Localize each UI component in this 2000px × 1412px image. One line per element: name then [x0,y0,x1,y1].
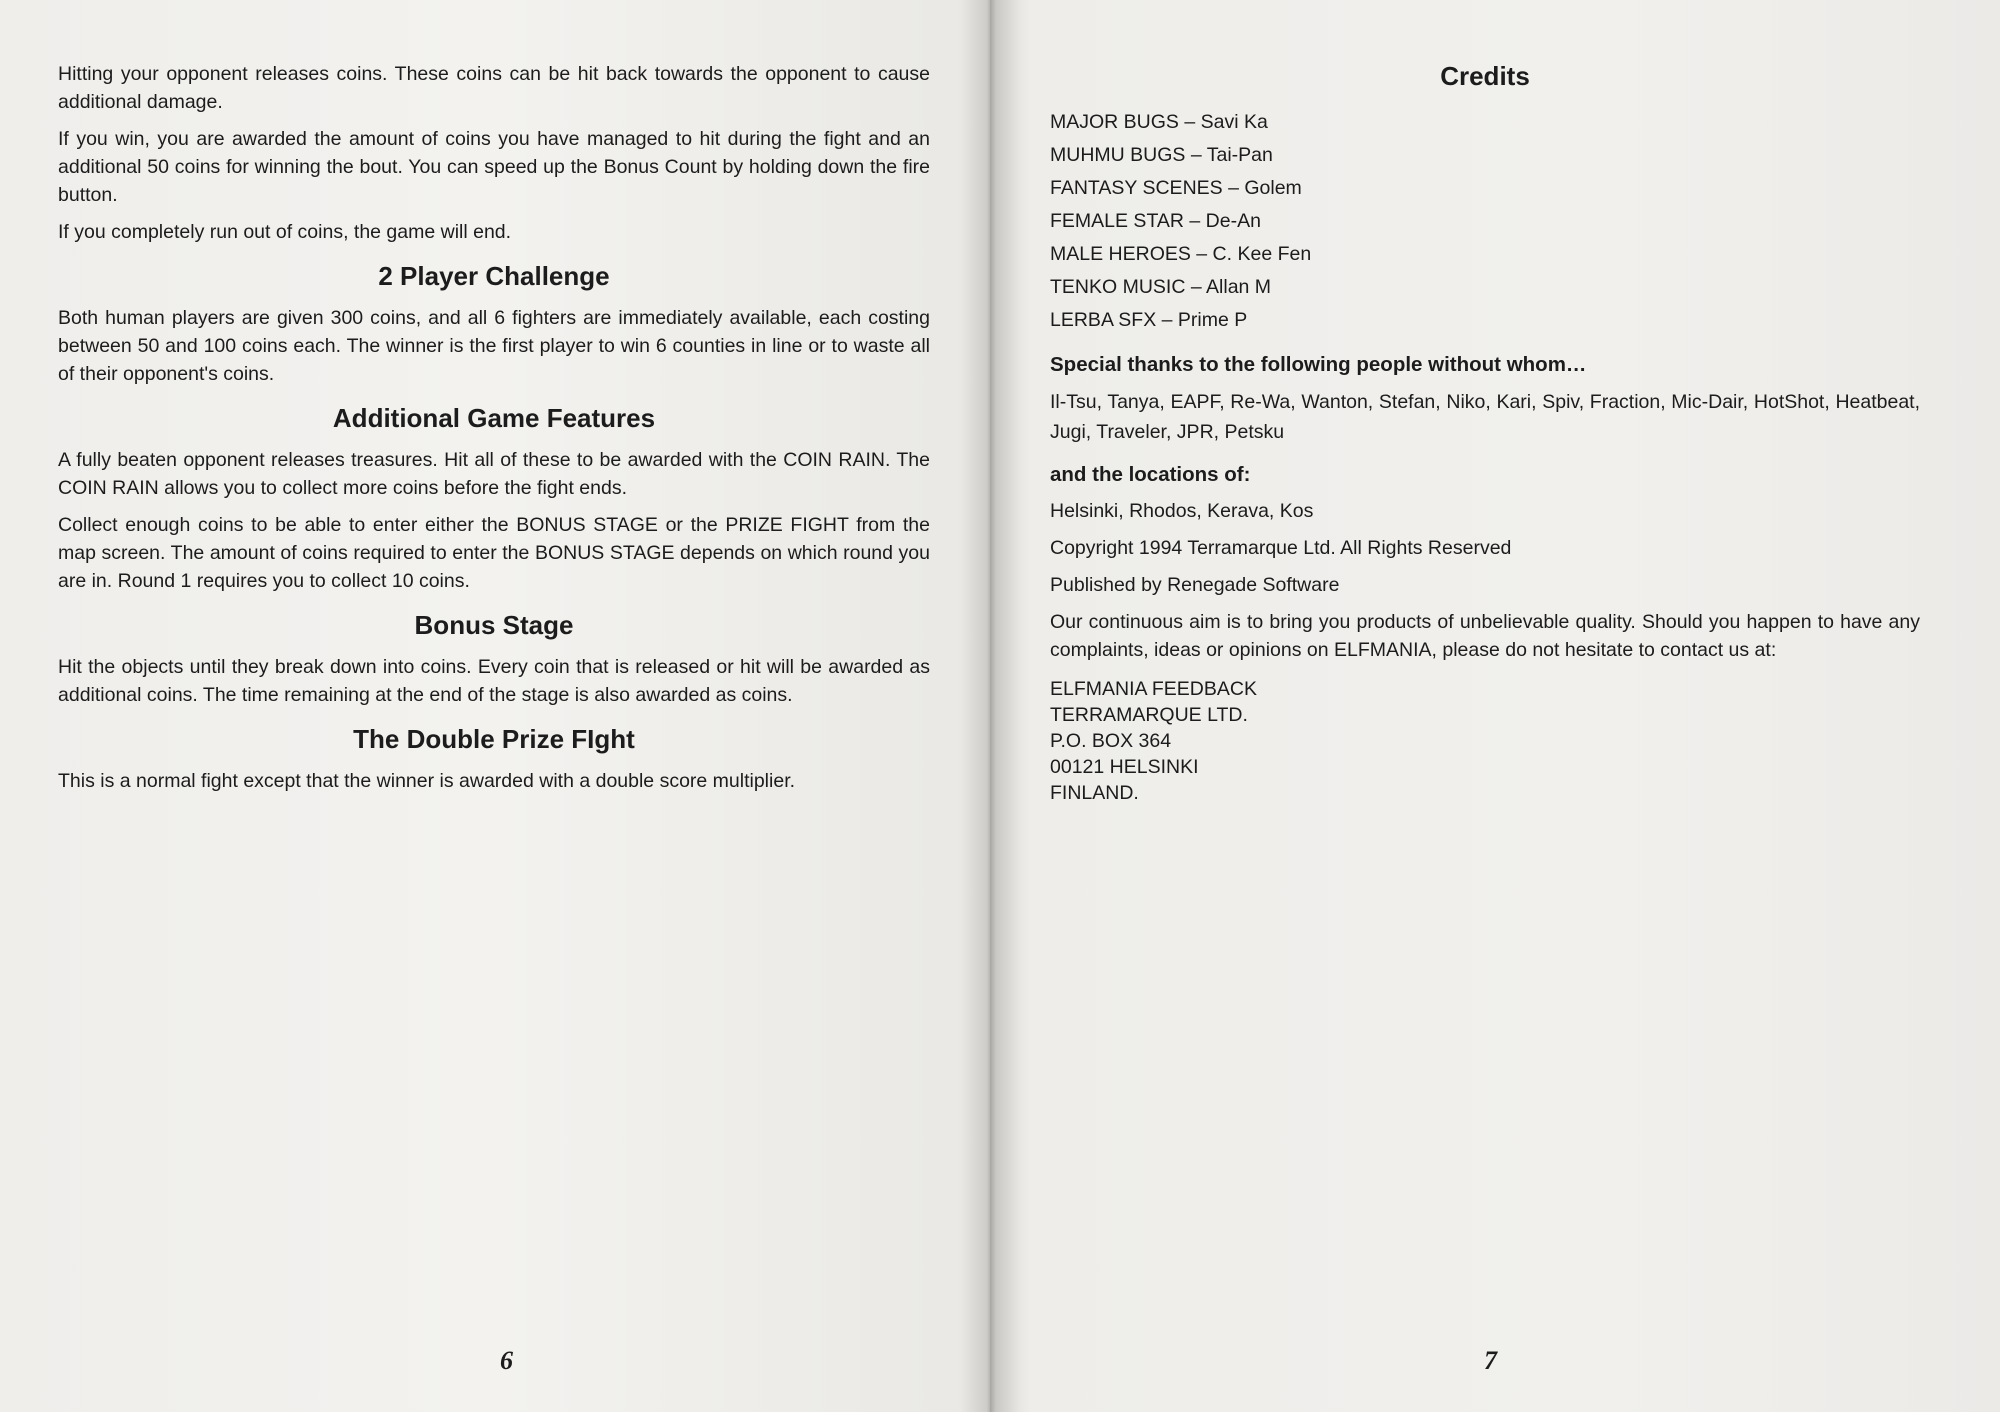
page-right [990,0,2000,1412]
special-thanks-heading: Special thanks to the following people without whom… [1050,353,1587,376]
feedback-paragraph: Our continuous aim is to bring you products of unbelievable quality. Should you happen to have any complaints, ideas or opinions on ELFMANIA, please do not hesitate to contact us at: [1050,611,1920,661]
page-right-content [1050,60,1920,806]
credit-line: MAJOR BUGS – Savi Ka [1050,111,1268,133]
credit-line: FEMALE STAR – De-An [1050,210,1261,232]
address-line: P.O. BOX 364 [1050,730,1172,752]
credit-line: MALE HEROES – C. Kee Fen [1050,243,1312,265]
heading-additional-features: Additional Game Features [332,403,656,433]
special-thanks-names: Il-Tsu, Tanya, EAPF, Re-Wa, Wanton, Stefan, Niko, Kari, Spiv, Fraction, Mic-Dair, HotShot, Heatbeat, Jugi, Traveler, JPR, Petsku [1050,391,1920,443]
body-2-player-challenge: Both human players are given 300 coins, and all 6 fighters are immediately available, each costing between 50 and 100 coins each. The winner is the first player to win 6 counties in line or to waste all of their opponent's coins. [58,307,930,385]
locations-list: Helsinki, Rhodos, Kerava, Kos [1050,500,1314,522]
page-left-content [58,60,930,804]
heading-bonus-stage: Bonus Stage [414,610,574,640]
body-additional-features-2: Collect enough coins to be able to enter either the BONUS STAGE or the PRIZE FIGHT from the map screen. The amount of coins required to enter the BONUS STAGE depends on which round you are in. Round 1 requires you to collect 10 coins. [58,514,930,592]
credit-line: MUHMU BUGS – Tai-Pan [1050,144,1273,166]
body-bonus-stage: Hit the objects until they break down into coins. Every coin that is released or hit will be awarded as additional coins. The time remaining at the end of the stage is also awarded as coins. [58,656,930,706]
credit-line: LERBA SFX – Prime P [1050,309,1248,331]
page-number-right: 7 [1484,1346,1497,1375]
body-additional-features-1: A fully beaten opponent releases treasures. Hit all of these to be awarded with the COIN RAIN. The COIN RAIN allows you to collect more coins before the fight ends. [58,449,930,499]
heading-2-player-challenge: 2 Player Challenge [378,261,610,291]
heading-double-prize-fight: The Double Prize FIght [353,724,635,754]
credit-line: FANTASY SCENES – Golem [1050,177,1302,199]
intro-paragraph-coins: Hitting your opponent releases coins. These coins can be hit back towards the opponent to cause additional damage. [58,63,930,113]
intro-paragraph-win: If you win, you are awarded the amount of coins you have managed to hit during the fight and an additional 50 coins for winning the bout. You can speed up the Bonus Count by holding down the fire button. [58,128,930,206]
publisher-line: Published by Renegade Software [1050,574,1340,596]
page-left [0,0,990,1412]
copyright-line: Copyright 1994 Terramarque Ltd. All Rights Reserved [1050,537,1512,559]
body-double-prize-fight: This is a normal fight except that the winner is awarded with a double score multiplier. [58,770,796,792]
locations-heading: and the locations of: [1050,463,1251,486]
address-line: 00121 HELSINKI [1050,756,1199,778]
page-number-left: 6 [500,1346,513,1375]
credit-line: TENKO MUSIC – Allan M [1050,276,1272,298]
address-line: ELFMANIA FEEDBACK [1050,678,1257,700]
address-line: FINLAND. [1050,782,1139,804]
book-gutter-shadow [960,0,1020,1412]
heading-credits: Credits [1440,61,1530,91]
contact-address [1050,676,1920,806]
intro-paragraph-game-end: If you completely run out of coins, the game will end. [58,221,512,243]
address-line: TERRAMARQUE LTD. [1050,704,1248,726]
